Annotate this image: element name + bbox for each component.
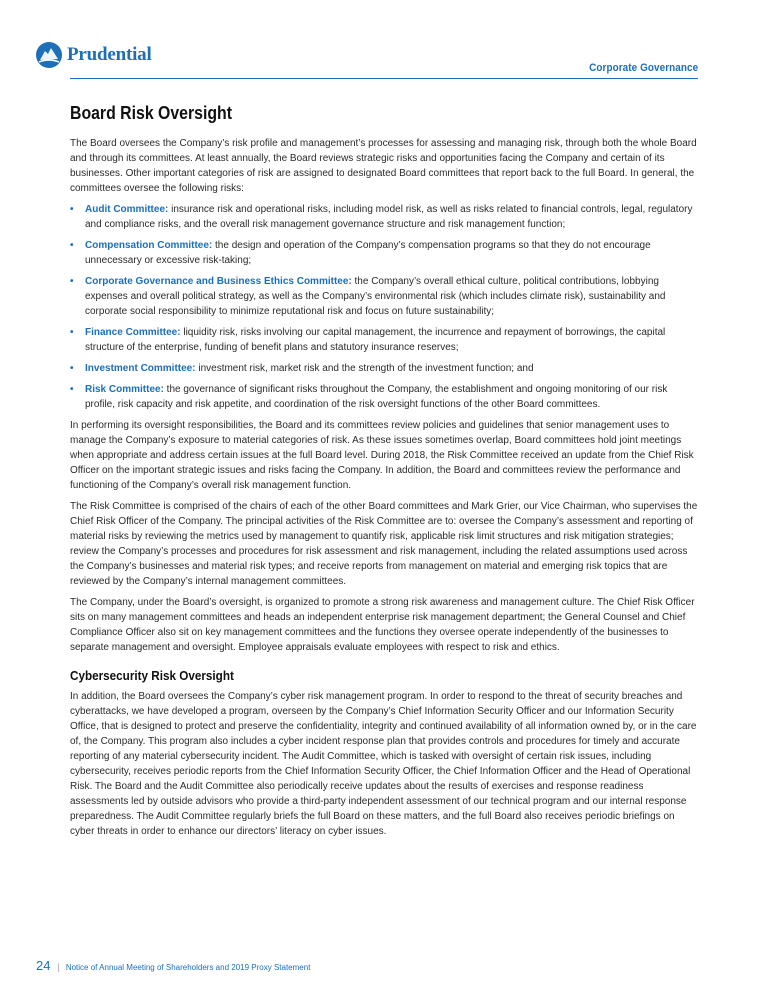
intro-paragraph: The Board oversees the Company’s risk profile and management’s processes for assessing and managing risk, through both the whole Board and through its committees. At least annually, the Board reviews strategic risks and opportunities facing the Company and certain of its businesses. Other important categories of risk are assigned to designated Board committees that report back to the full Board. In general, the committees oversee the following risks: xyxy=(70,138,697,194)
committee-description: the Company’s overall ethical culture, political contributions, lobbying expenses and overall political strategy, as well as the Company’s environmental risk (which includes climate risk), sustainability and corporate social responsibility to minimize reputational risk and focus on future sustainability; xyxy=(85,276,666,317)
footer-document-title: Notice of Annual Meeting of Shareholders and 2019 Proxy Statement xyxy=(65,963,311,972)
committee-name: Corporate Governance and Business Ethics Committee: xyxy=(85,276,352,287)
logo-wordmark: Prudential xyxy=(67,44,152,65)
list-item-compensation xyxy=(70,238,698,268)
list-item-governance xyxy=(70,274,698,319)
committee-name: Finance Committee: xyxy=(85,327,181,338)
committee-list xyxy=(70,202,698,412)
cybersecurity-paragraph: In addition, the Board oversees the Company’s cyber risk management program. In order to respond to the threat of security breaches and cyberattacks, we have developed a program, overseen by the Company’s Chief Information Security Officer and our Information Security Office, that is designed to protect and preserve the confidentiality, integrity and continued availability of all information owned by, or in the care of, the Company. This program also includes a cyber incident response plan that provides controls and procedures for timely and accurate reporting of any material cybersecurity incident. The Audit Committee, which is tasked with oversight of certain risk issues, including cybersecurity, receives periodic reports from the Chief Information Security Officer, the Chief Information Officer and the Head of Operational Risk. The Board and the Audit Committee also periodically receive updates about the results of exercises and response readiness assessments led by outside advisors who provide a third-party independent assessment of our technical program and our internal response preparedness. The Audit Committee regularly briefs the full Board on these matters, and the full Board also receives periodic briefings on cyber threats in order to enhance our directors’ literacy on cyber issues. xyxy=(70,691,697,837)
rock-of-gibraltar-icon xyxy=(36,42,62,68)
risk-culture-paragraph: The Company, under the Board’s oversight, is organized to promote a strong risk awareness and management culture. The Chief Risk Officer sits on many management committees and heads an independent enterprise risk management department; the General Counsel and Chief Compliance Officer also sit on key management committees and the functions they oversee operate independently of the businesses to separate management and oversight. Employee appraisals evaluate employees with respect to risk and ethics. xyxy=(70,597,695,653)
committee-name: Audit Committee: xyxy=(85,204,169,215)
committee-description: insurance risk and operational risks, including model risk, as well as risks related to financial controls, legal, regulatory and compliance risks, and the overall risk management governance structure and risk management function; xyxy=(85,204,693,230)
cybersecurity-heading: Cybersecurity Risk Oversight xyxy=(70,668,234,683)
risk-committee-paragraph: The Risk Committee is comprised of the chairs of each of the other Board committees and Mark Grier, our Vice Chairman, who supervises the Chief Risk Officer of the Company. The principal activities of the Risk Committee are to: oversee the Company’s assessment and reporting of material risks by reviewing the metrics used by management to quantify risk, applicable risk limit structures and risk mitigation strategies; review the Company’s processes and procedures for risk assessment and risk management, including the related assumptions used across the Company’s businesses and material risk types; and receive reports from management on material and emerging risk topics that are reviewed by the Company’s internal management committees. xyxy=(70,501,698,587)
list-item-audit xyxy=(70,202,698,232)
footer-separator: | xyxy=(57,962,60,972)
committee-description: the design and operation of the Company’s compensation programs so that they do not encourage unnecessary or excessive risk-taking; xyxy=(85,240,651,266)
committee-name: Risk Committee: xyxy=(85,384,164,395)
company-logo xyxy=(36,42,152,68)
page-header xyxy=(36,42,698,82)
committee-description: investment risk, market risk and the strength of the investment function; and xyxy=(195,363,534,374)
page-footer xyxy=(36,958,310,973)
list-item-investment xyxy=(70,361,698,376)
page-number: 24 xyxy=(36,958,51,973)
oversight-paragraph: In performing its oversight responsibilities, the Board and its committees review policies and guidelines that senior management uses to manage the Company’s exposure to material categories of risk. As these issues sometimes overlap, Board committees hold joint meetings when appropriate and address certain issues at the full Board level. During 2018, the Risk Committee received an update from the Chief Risk Officer on the important strategic issues and risks facing the Company. In addition, the Board and committees review the performance and functioning of the Company’s overall risk management function. xyxy=(70,420,694,491)
committee-name: Investment Committee: xyxy=(85,363,196,374)
committee-name: Compensation Committee: xyxy=(85,240,213,251)
header-divider xyxy=(70,78,698,79)
list-item-finance xyxy=(70,325,698,355)
committee-description: liquidity risk, risks involving our capital management, the incurrence and repayment of borrowings, the capital structure of the enterprise, funding of benefit plans and statutory insurance reserves; xyxy=(85,327,666,353)
committee-description: the governance of significant risks throughout the Company, the establishment and ongoing monitoring of our risk profile, risk capacity and risk appetite, and coordination of the risk oversight functions of the other Board committees. xyxy=(85,384,668,410)
main-content xyxy=(70,103,698,845)
page-title: Board Risk Oversight xyxy=(70,103,232,123)
section-label: Corporate Governance xyxy=(588,62,698,74)
list-item-risk xyxy=(70,382,698,412)
